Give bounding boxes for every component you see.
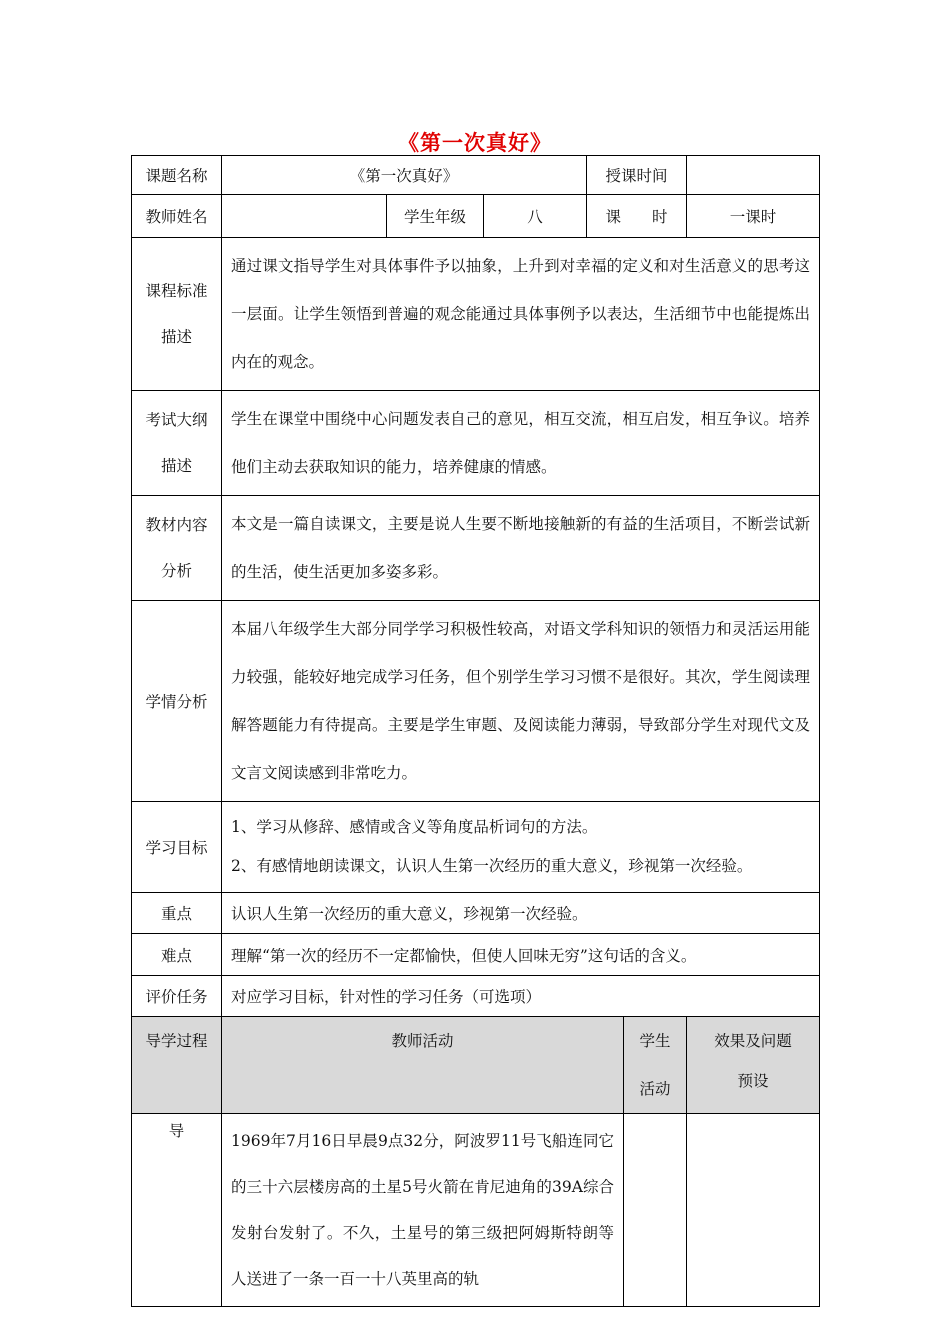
key-label: 重点	[132, 893, 222, 934]
student-row	[132, 601, 820, 802]
document-title: 《第一次真好》	[398, 131, 552, 155]
period-label: 课 时	[587, 195, 687, 238]
process-col-student-line1: 学生	[639, 1032, 671, 1050]
goal-item-2: 2、有感情地朗读课文，认识人生第一次经历的重大意义，珍视第一次经验。	[231, 857, 753, 875]
process-col-student	[624, 1017, 687, 1114]
teacher-label: 教师姓名	[132, 195, 222, 238]
process-col-effect-line1: 效果及问题	[714, 1032, 792, 1050]
key-text: 认识人生第一次经历的重大意义，珍视第一次经验。	[222, 893, 820, 934]
goals-row	[132, 802, 820, 893]
standard-text: 通过课文指导学生对具体事件予以抽象，上升到对幸福的定义和对生活意义的思考这一层面。让学生领悟到普遍的观念能通过具体事例予以表达，生活细节中也能提炼出内在的观念。	[222, 238, 820, 391]
material-label-line1: 教材内容	[145, 516, 208, 534]
process-intro-student-cell	[624, 1114, 687, 1307]
material-label	[132, 496, 222, 601]
evaluation-row	[132, 976, 820, 1017]
process-intro-text: 1969年7月16日早晨9点32分，阿波罗11号飞船连同它的三十六层楼房高的土星5号火箭在肯尼迪角的39A综合发射台发射了。不久，土星号的第三级把阿姆斯特朗等人送进了一条一百一十八英里高的轨	[222, 1114, 624, 1307]
evaluation-text: 对应学习目标，针对性的学习任务（可选项）	[222, 976, 820, 1017]
process-col-teacher-text: 教师活动	[391, 1032, 454, 1050]
exam-row	[132, 391, 820, 496]
process-col-effect	[687, 1017, 820, 1114]
process-row-intro	[132, 1114, 820, 1307]
difficulty-text: 理解“第一次的经历不一定都愉快，但使人回味无穷”这句话的含义。	[222, 934, 820, 976]
evaluation-label: 评价任务	[132, 976, 222, 1017]
exam-label-line1: 考试大纲	[145, 411, 208, 429]
grade-label: 学生年级	[387, 195, 484, 238]
teacher-value	[222, 195, 387, 238]
student-label: 学情分析	[132, 601, 222, 802]
course-label: 课题名称	[132, 156, 222, 195]
goals-text	[222, 802, 820, 893]
goal-item-1: 1、学习从修辞、感情或含义等角度品析词句的方法。	[231, 818, 598, 836]
process-col-teacher	[222, 1017, 624, 1114]
goals-label: 学习目标	[132, 802, 222, 893]
process-col-stage	[132, 1017, 222, 1114]
exam-text: 学生在课堂中围绕中心问题发表自己的意见，相互交流，相互启发，相互争议。培养他们主动去获取知识的能力，培养健康的情感。	[222, 391, 820, 496]
standard-label-line1: 课程标准	[145, 282, 208, 300]
process-col-student-line2: 活动	[639, 1080, 671, 1098]
exam-label	[132, 391, 222, 496]
time-label: 授课时间	[587, 156, 687, 195]
material-text: 本文是一篇自读课文，主要是说人生要不断地接触新的有益的生活项目，不断尝试新的生活，使生活更加多姿多彩。	[222, 496, 820, 601]
time-value	[687, 156, 820, 195]
process-col-stage-text: 导学过程	[145, 1032, 208, 1050]
process-intro-effect-cell	[687, 1114, 820, 1307]
teacher-row	[132, 195, 820, 238]
period-value: 一课时	[687, 195, 820, 238]
difficulty-label: 难点	[132, 934, 222, 976]
standard-label	[132, 238, 222, 391]
standard-label-line2: 描述	[160, 328, 192, 346]
key-row	[132, 893, 820, 934]
material-row	[132, 496, 820, 601]
standard-row	[132, 238, 820, 391]
course-value: 《第一次真好》	[222, 156, 587, 195]
exam-label-line2: 描述	[160, 457, 192, 475]
material-label-line2: 分析	[160, 562, 192, 580]
difficulty-row	[132, 934, 820, 976]
process-header-row	[132, 1017, 820, 1114]
lesson-plan-table	[131, 155, 820, 1307]
student-text: 本届八年级学生大部分同学学习积极性较高，对语文学科知识的领悟力和灵活运用能力较强，能较好地完成学习任务，但个别学生学习习惯不是很好。其次，学生阅读理解答题能力有待提高。主要是学生审题、及阅读能力薄弱，导致部分学生对现代文及文言文阅读感到非常吃力。	[222, 601, 820, 802]
course-row	[132, 156, 820, 195]
process-intro-label: 导	[132, 1114, 222, 1307]
process-col-effect-line2: 预设	[737, 1072, 769, 1090]
grade-value: 八	[484, 195, 587, 238]
